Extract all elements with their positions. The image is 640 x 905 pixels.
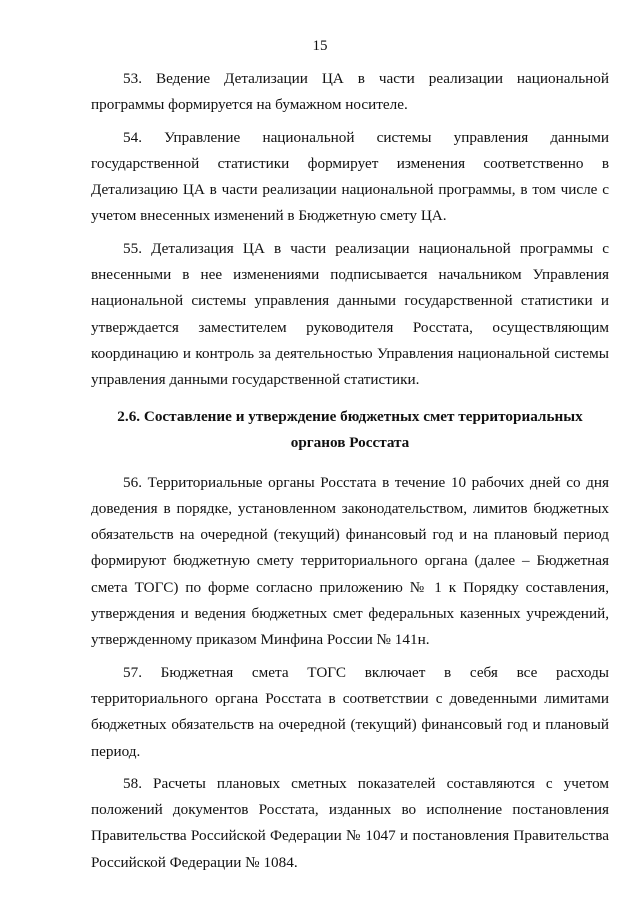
paragraph-58: 58. Расчеты плановых сметных показателей составляются с учетом положений документов Росстата, изданных во исполнение постановления Правительства Российской Федерации № 1047 и постановления Правительства Российской Федерации № 1084.: [91, 774, 609, 871]
paragraph-53: 53. Ведение Детализации ЦА в части реализации национальной программы формируется на бумажном носителе.: [91, 70, 609, 114]
section-heading: 2.6. Составление и утверждение бюджетных смет территориальных органов Росстата: [117, 407, 583, 451]
paragraph-54: 54. Управление национальной системы управления данными государственной статистики формирует изменения соответственно в Детализацию ЦА в части реализации национальной программы, в том числе с учетом внесенных изменений в Бюджетную смету ЦА.: [91, 128, 609, 225]
paragraph-56: 56. Территориальные органы Росстата в течение 10 рабочих дней со дня доведения в порядке, установленном законодательством, лимитов бюджетных обязательств на очередной (текущий) финансовый год и на плановый период формируют бюджетную смету территориального органа (далее – Бюджетная смета ТОГС) по форме согласно приложению № 1 к Порядку составления, утверждения и ведения бюджетных смет федеральных казенных учреждений, утвержденному приказом Минфина России № 141н.: [91, 473, 609, 649]
paragraph-55: 55. Детализация ЦА в части реализации национальной программы с внесенными в нее изменениями подписывается начальником Управления национальной системы управления данными государственной статистики и утверждается заместителем руководителя Росстата, осуществляющим координацию и контроль за деятельностью Управления национальной системы управления данными государственной статистики.: [91, 239, 609, 389]
paragraph-57: 57. Бюджетная смета ТОГС включает в себя все расходы территориального органа Росстата в соответствии с доведенными лимитами бюджетных обязательств на очередной (текущий) финансовый год и плановый период.: [91, 663, 609, 760]
document-body: [91, 66, 609, 882]
page-number: 15: [312, 38, 328, 54]
